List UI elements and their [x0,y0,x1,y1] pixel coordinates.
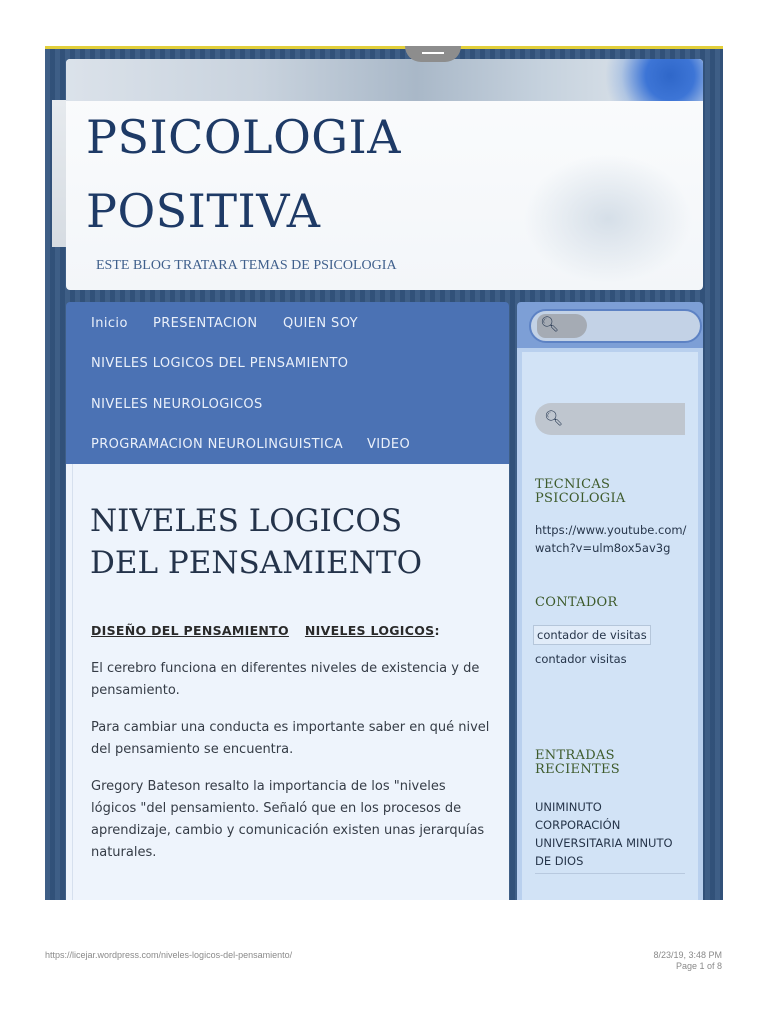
subtitle-part1: DISEÑO DEL PENSAMIENTO [91,623,289,638]
post-subtitle [91,623,440,638]
post-paragraph-2: Para cambiar una conducta es importante saber en qué nivel del pensamiento se encuentra. [91,720,490,757]
footer-url: https://licejar.wordpress.com/niveles-logicos-del-pensamiento/ [45,950,293,960]
post-title-line1: NIVELES LOGICOS [90,503,403,539]
footer-datetime: 8/23/19, 3:48 PM [653,950,722,960]
header-left-strip [52,100,66,247]
handle-bar-icon [422,52,444,54]
site-title[interactable] [86,100,586,248]
tecnicas-youtube-link[interactable]: https://www.youtube.com/watch?v=ulm8ox5av3g [535,523,687,555]
widget-title-contador: CONTADOR [535,595,618,610]
nav-item-inicio[interactable]: Inicio [91,316,128,331]
nav-item-niveles-neurologicos[interactable]: NIVELES NEUROLOGICOS [91,397,263,412]
sidebar-search-icon[interactable]: 🔍︎ [544,409,564,427]
header-image-top [66,59,703,101]
content-divider [72,464,73,900]
nav-item-programacion[interactable]: PROGRAMACION NEUROLINGUISTICA [91,437,343,452]
post-title [90,500,490,584]
post-paragraph-1: El cerebro funciona en diferentes niveles de existencia y de pensamiento. [91,661,480,698]
post-title-line2: DEL PENSAMIENTO [90,545,422,581]
collapse-handle[interactable] [405,46,461,62]
nav-item-quien-soy[interactable]: QUIEN SOY [283,316,358,331]
contador-de-visitas-link[interactable]: contador de visitas [533,625,651,645]
nav-item-presentacion[interactable]: PRESENTACION [153,316,258,331]
widget-title-entradas: ENTRADAS RECIENTES [535,748,620,777]
site-title-line2[interactable]: POSITIVA [86,184,321,238]
subtitle-colon: : [434,623,440,638]
footer-page: Page 1 of 8 [675,961,722,971]
sidebar-divider [535,873,685,874]
site-title-line1[interactable]: PSICOLOGIA [86,110,401,164]
nav-item-video[interactable]: VIDEO [367,437,411,452]
recent-entry-uniminuto[interactable]: UNIMINUTO CORPORACIÓN UNIVERSITARIA MINUTO DE DIOS [535,800,673,868]
subtitle-part2: NIVELES LOGICOS [304,623,435,638]
site-tagline: ESTE BLOG TRATARA TEMAS DE PSICOLOGIA [96,258,397,273]
search-icon[interactable]: 🔍︎ [540,315,560,333]
nav-item-niveles-logicos[interactable]: NIVELES LOGICOS DEL PENSAMIENTO [91,356,349,371]
contador-visitas-link[interactable]: contador visitas [535,652,627,666]
widget-title-tecnicas: TECNICAS PSICOLOGIA [535,477,626,506]
footer-meta [653,950,722,972]
post-paragraph-3: Gregory Bateson resalto la importancia de los "niveles lógicos "del pensamiento. Señaló que en los procesos de aprendizaje, cambio y comunicación existen unas jerarquías naturales. [91,779,485,860]
